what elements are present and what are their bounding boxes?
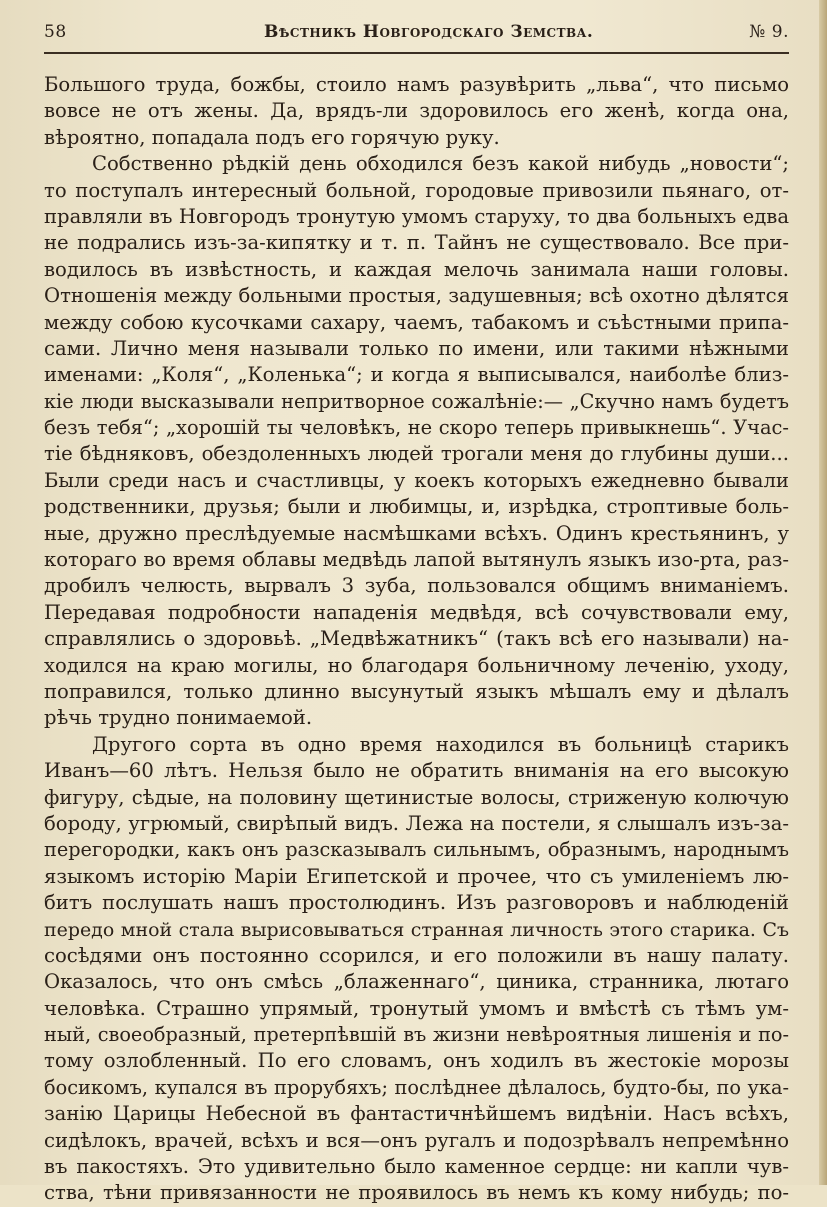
text-line: Иванъ—60 лѣтъ. Нельзя было не обратить вниманія на его высокую xyxy=(44,759,789,783)
page-edge-shadow xyxy=(819,0,827,1185)
header-rule xyxy=(44,52,789,54)
text-line: Отношенія между больными простыя, задушевныя; всѣ охотно дѣлятся xyxy=(44,284,789,308)
text-line: поправился, только длинно высунутый языкъ мѣшалъ ему и дѣлалъ xyxy=(44,679,789,703)
text-line: Большого труда, божбы, стоило намъ разувѣрить „льва“, что письмо xyxy=(44,73,789,96)
text-line: правляли въ Новгородъ тронутую умомъ старуху, то два больныхъ едва xyxy=(44,204,789,228)
text-line: дробилъ челюсть, вырвалъ 3 зуба, пользовался общимъ вниманіемъ. xyxy=(44,574,789,598)
text-line: ходился на краю могилы, но благодаря больничному леченію, уходу, xyxy=(44,653,789,677)
text-line: передо мной стала вырисовываться странная личность этого старика. Съ xyxy=(44,918,789,941)
text-line: ства, тѣни привязанности не проявилось въ немъ къ кому нибудь; по- xyxy=(44,1181,789,1205)
text-line: водилось въ извѣстность, и каждая мелочь занимала наши головы. xyxy=(44,257,789,281)
text-line: въ пакостяхъ. Это удивительно было каменное сердце: ни капли чув- xyxy=(44,1155,789,1179)
text-line: занію Царицы Небесной въ фантастичнѣйшемъ видѣніи. Насъ всѣхъ, xyxy=(44,1102,789,1126)
text-line: перегородки, какъ онъ разсказывалъ сильнымъ, образнымъ, народнымъ xyxy=(44,838,789,862)
text-line: битъ послушать нашъ простолюдинъ. Изъ разговоровъ и наблюденій xyxy=(44,891,789,915)
text-line: фигуру, сѣдые, на половину щетинистые волосы, стриженую колючую xyxy=(44,785,789,809)
text-line: тіе бѣдняковъ, обездоленныхъ людей трогали меня до глубины души... xyxy=(44,442,789,466)
text-line: рѣчь трудно понимаемой. xyxy=(44,706,313,730)
journal-title: Вѣстникъ Новгородскаго Земства. xyxy=(264,22,594,42)
text-line: вовсе не отъ жены. Да, врядъ-ли здоровилось его женѣ, когда она, xyxy=(44,99,789,123)
text-line: человѣка. Страшно упрямый, тронутый умомъ и вмѣстѣ съ тѣмъ ум- xyxy=(44,996,789,1020)
text-line: сами. Лично меня называли только по имени, или такими нѣжными xyxy=(44,336,789,360)
text-line: босикомъ, купался въ прорубяхъ; послѣднее дѣлалось, будто-бы, по ука- xyxy=(44,1075,789,1099)
text-line: Оказалось, что онъ смѣсь „блаженнаго“, циника, странника, лютаго xyxy=(44,970,789,994)
text-line: кіе люди высказывали непритворное сожалѣніе:— „Скучно намъ будетъ xyxy=(44,389,789,413)
text-line: не подрались изъ-за-кипятку и т. п. Тайнъ не существовало. Все при- xyxy=(44,231,789,255)
text-line: родственники, друзья; были и любимцы, и, изрѣдка, строптивые боль- xyxy=(44,495,789,519)
text-line: вѣроятно, попадала подъ его горячую руку. xyxy=(44,125,500,149)
text-line: справлялись о здоровьѣ. „Медвѣжатникъ“ (такъ всѣ его называли) на- xyxy=(44,627,789,651)
body-text xyxy=(44,72,789,1207)
text-line: сидѣлокъ, врачей, всѣхъ и вся—онъ ругалъ и подозрѣвалъ непремѣнно xyxy=(44,1128,789,1152)
text-line: безъ тебя“; „хорошій ты человѣкъ, не скоро теперь привыкнешь“. Учас- xyxy=(44,416,789,440)
page-number: 58 xyxy=(44,22,67,42)
text-line: котораго во время облавы медвѣдь лапой вытянулъ языкъ изо-рта, раз- xyxy=(44,548,789,572)
text-line: ные, дружно преслѣдуемые насмѣшками всѣхъ. Одинъ крестьянинъ, у xyxy=(44,521,789,545)
text-line: бороду, угрюмый, свирѣпый видъ. Лежа на постели, я слышалъ изъ-за- xyxy=(44,811,789,835)
text-line: то поступалъ интересный больной, городовые привозили пьянаго, от- xyxy=(44,178,789,202)
issue-number: № 9. xyxy=(749,22,789,42)
text-line: между собою кусочками сахару, чаемъ, табакомъ и съѣстными припа- xyxy=(44,310,789,334)
text-line: Собственно рѣдкій день обходился безъ какой нибудь „новости“; xyxy=(92,152,789,176)
text-line: ный, своеобразный, претерпѣвшій въ жизни невѣроятныя лишенія и по- xyxy=(44,1023,789,1047)
text-line: Передавая подробности нападенія медвѣдя, всѣ сочувствовали ему, xyxy=(44,600,789,624)
page-header xyxy=(44,22,789,48)
text-line: Другого сорта въ одно время находился въ больницѣ старикъ xyxy=(92,732,789,756)
text-line: тому озлобленный. По его словамъ, онъ ходилъ въ жестокіе морозы xyxy=(44,1049,789,1073)
text-line: Были среди насъ и счастливцы, у коекъ которыхъ ежедневно бывали xyxy=(44,468,789,492)
text-line: языкомъ исторію Маріи Египетской и прочее, что съ умиленіемъ лю- xyxy=(44,864,789,888)
text-line: именами: „Коля“, „Коленька“; и когда я выписывался, наиболѣе близ- xyxy=(44,363,789,387)
text-line: сосѣдями онъ постоянно ссорился, и его положили въ нашу палату. xyxy=(44,943,789,967)
